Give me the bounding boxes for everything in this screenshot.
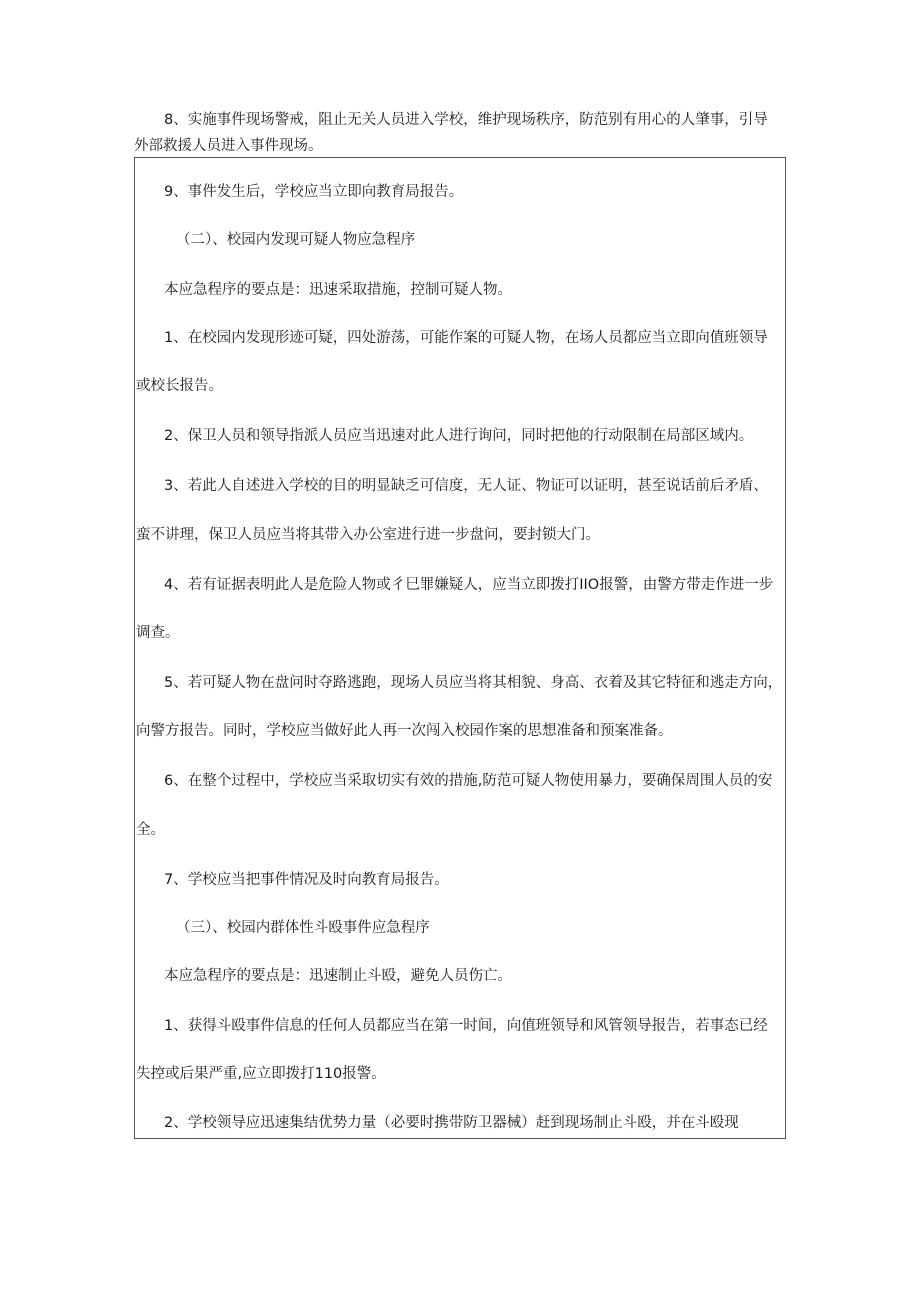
section-2-item-3-line-1: 3、若此人自述进入学校的目的明显缺乏可信度，无人证、物证可以证明，甚至说话前后矛盾、 (164, 478, 768, 494)
item-9: 9、事件发生后，学校应当立即向教育局报告。 (164, 184, 464, 200)
section-2-item-2: 2、保卫人员和领导指派人员应当迅速对此人进行询问，同时把他的行动限制在局部区域内。 (164, 428, 754, 444)
section-2-key-points: 本应急程序的要点是：迅速采取措施，控制可疑人物。 (164, 282, 512, 298)
intro-item-8-line-1: 8、实施事件现场警戒，阻止无关人员进入学校，维护现场秩序，防范别有用心的人肇事，引导 (164, 112, 768, 128)
section-2-item-5-line-1: 5、若可疑人物在盘问时夺路逃跑，现场人员应当将其相貌、身高、衣着及其它特征和逃走方向， (164, 675, 783, 691)
section-2-item-1-line-1: 1、在校园内发现形迹可疑，四处游荡，可能作案的可疑人物，在场人员都应当立即向值班领导 (164, 330, 768, 346)
section-2-item-4-line-1: 4、若有证据表明此人是危险人物或彳巳罪嫌疑人，应当立即拨打IIO报警，由警方带走作进一步 (164, 577, 774, 593)
bordered-content-box (134, 157, 786, 1139)
section-2-item-1-line-2: 或校长报告。 (136, 378, 223, 394)
section-2-item-7: 7、学校应当把事件情况及时向教育局报告。 (164, 872, 449, 888)
section-2-heading: （二）、校园内发现可疑人物应急程序 (176, 232, 416, 248)
section-2-item-3-line-2: 蛮不讲理，保卫人员应当将其带入办公室进行进一步盘问，要封锁大门。 (136, 527, 600, 543)
section-3-item-1-line-2: 失控或后果严重,应立即拨打110报警。 (136, 1066, 386, 1082)
section-2-item-6-line-1: 6、在整个过程中，学校应当采取切实有效的措施,防范可疑人物使用暴力，要确保周围人员的安 (164, 773, 773, 789)
section-3-key-points: 本应急程序的要点是：迅速制止斗殴，避免人员伤亡。 (164, 968, 512, 984)
section-3-item-2-line-1: 2、学校领导应迅速集结优势力量（必要时携带防卫器械）赶到现场制止斗殴，并在斗殴现 (164, 1115, 739, 1131)
section-2-item-5-line-2: 向警方报告。同时，学校应当做好此人再一次闯入校园作案的思想准备和预案准备。 (136, 723, 673, 739)
section-3-item-1-line-1: 1、获得斗殴事件信息的任何人员都应当在第一时间，向值班领导和风管领导报告，若事态已经 (164, 1018, 768, 1034)
section-2-item-4-line-2: 调查。 (136, 625, 180, 641)
intro-item-8-line-2: 外部救援人员进入事件现场。 (134, 138, 323, 154)
section-3-heading: （三）、校园内群体性斗殴事件应急程序 (176, 920, 430, 936)
section-2-item-6-line-2: 全。 (136, 822, 165, 838)
